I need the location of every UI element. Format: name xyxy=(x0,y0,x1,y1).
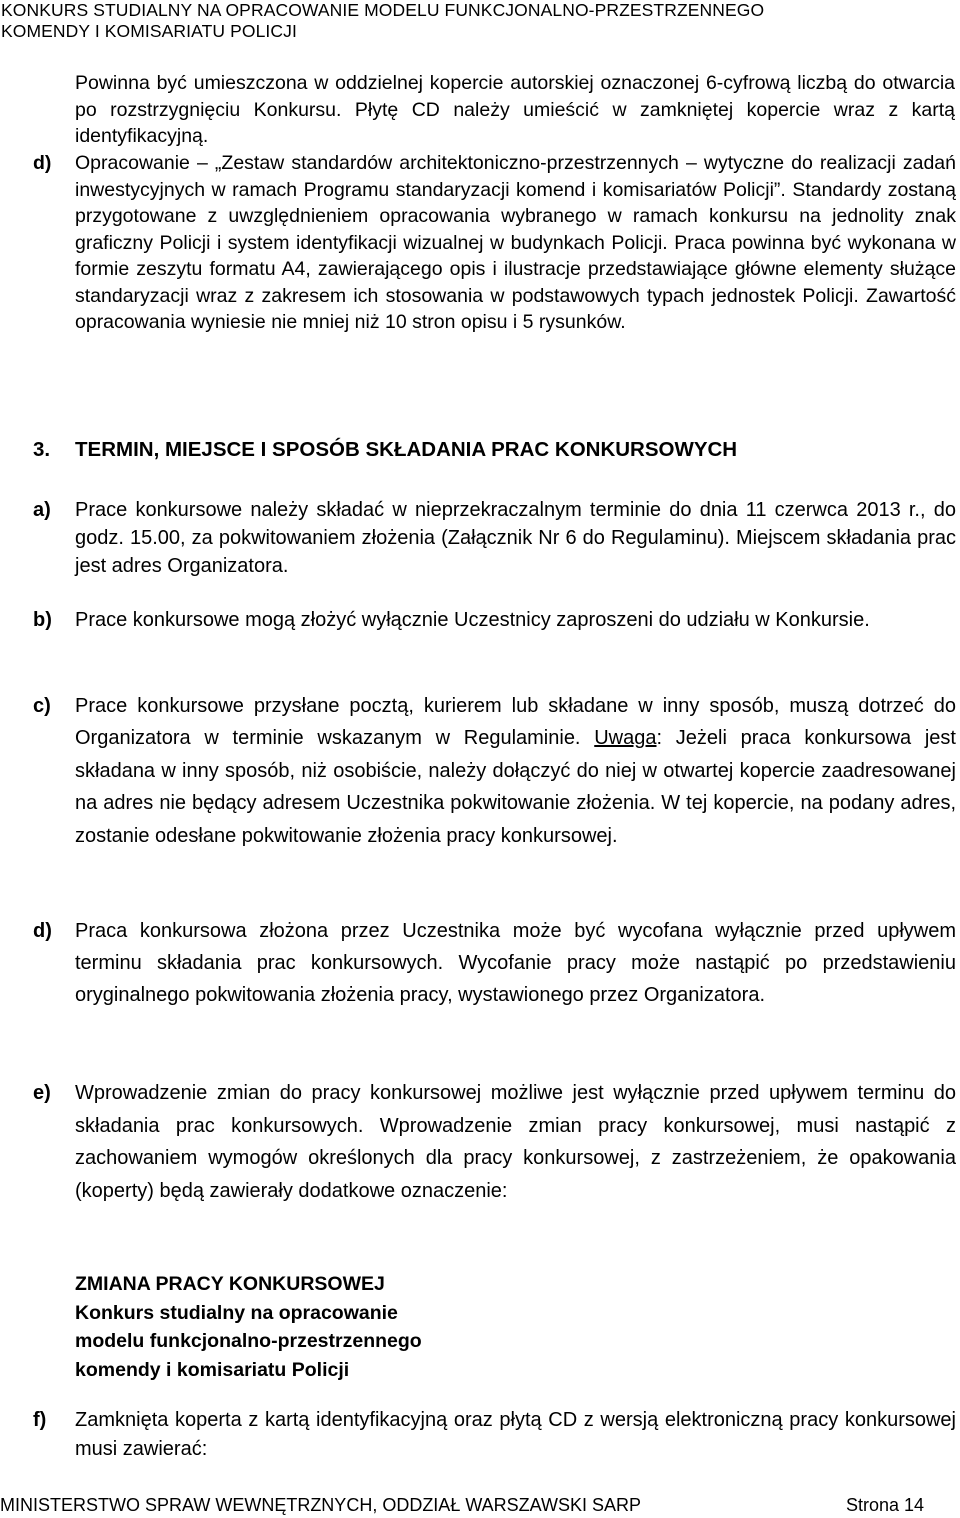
item-label: c) xyxy=(33,695,51,717)
item-text: Prace konkursowe mogą złożyć wyłącznie Uczestnicy zaproszeni do udziału w Konkursie. xyxy=(75,609,870,631)
document-header xyxy=(1,0,956,42)
marking-line-3: modelu funkcjonalno-przestrzennego xyxy=(75,1330,422,1352)
item-text: Prace konkursowe należy składać w nieprzekraczalnym terminie do dnia 11 czerwca 2013 r., do godz. 15.00, za pokwitowaniem złożenia (Załącznik Nr 6 do Regulaminu). Miejscem składania prac jest adres Organizatora. xyxy=(75,499,956,577)
section-number: 3. xyxy=(33,438,51,461)
item-text: Zamknięta koperta z kartą identyfikacyjną oraz płytą CD z wersją elektroniczną pracy konkursowej musi zawierać: xyxy=(75,1409,956,1460)
footer-organization: MINISTERSTWO SPRAW WEWNĘTRZNYCH, ODDZIAŁ WARSZAWSKI SARP xyxy=(0,1495,642,1515)
note-label: Uwaga xyxy=(594,727,657,750)
item-label: a) xyxy=(33,499,51,521)
item-text xyxy=(75,690,956,852)
marking-line-4: komendy i komisariatu Policji xyxy=(75,1358,350,1381)
section-title: TERMIN, MIEJSCE I SPOSÓB SKŁADANIA PRAC KONKURSOWYCH xyxy=(75,438,738,461)
header-line-1: KONKURS STUDIALNY NA OPRACOWANIE MODELU FUNKCJONALNO-PRZESTRZENNEGO xyxy=(1,0,765,20)
envelope-marking xyxy=(75,1270,422,1384)
item-text-part: Prace konkursowe przysłane pocztą, kurierem lub składane w inny sposób, muszą dotrzeć do Organizatora w terminie wskazanym w Regulaminie. xyxy=(75,695,956,750)
header-line-2: KOMENDY I KOMISARIATU POLICJI xyxy=(1,21,297,41)
item-text: Praca konkursowa złożona przez Uczestnika może być wycofana wyłącznie przed upływem terminu składania prac konkursowych. Wycofanie pracy może nastąpić po przedstawieniu oryginalnego pokwitowania złożenia pracy, wystawionego przez Organizatora. xyxy=(75,920,956,1007)
item-text: Wprowadzenie zmian do pracy konkursowej możliwe jest wyłącznie przed upływem terminu do składania prac konkursowych. Wprowadzenie zmian pracy konkursowej, musi nastąpić z zachowaniem wymogów określonych dla pracy konkursowej, z zastrzeżeniem, że opakowania (koperty) będą zawierały dodatkowe oznaczenie: xyxy=(75,1082,956,1202)
item-label: f) xyxy=(33,1409,47,1431)
item-label: d) xyxy=(33,152,52,174)
item-label: b) xyxy=(33,609,52,631)
marking-line-1: ZMIANA PRACY KONKURSOWEJ xyxy=(75,1273,385,1295)
intro-paragraph: Powinna być umieszczona w oddzielnej kopercie autorskiej oznaczonej 6-cyfrową liczbą do otwarcia po rozstrzygnięciu Konkursu. Płytę CD należy umieścić w zamkniętej kopercie wraz z kartą identyfikacyjną. xyxy=(75,72,955,147)
item-label: e) xyxy=(33,1082,51,1104)
page-number: Strona 14 xyxy=(845,1495,924,1515)
item-text: Opracowanie – „Zestaw standardów architektoniczno-przestrzennych – wytyczne do realizacji zadań inwestycyjnych w ramach Programu standaryzacji komend i komisariatów Policji”. Standardy zostaną przygotowane z uwzględnieniem opracowania wybranego w ramach konkursu na jednolity znak graficzny Policji i system identyfikacji wizualnej w budynkach Policji. Praca powinna być wykonana w formie zeszytu formatu A4, zawierającego opis i ilustracje przedstawiające główne elementy służące standaryzacji wraz z zakresem ich stosowania w podstawowych typach jednostek Policji. Zawartość opracowania wyniesie nie mniej niż 10 stron opisu i 5 rysunków. xyxy=(75,152,956,333)
marking-line-2: Konkurs studialny na opracowanie xyxy=(75,1301,398,1324)
item-text-part: : Jeżeli praca konkursowa jest składana w inny sposób, niż osobiście, należy dołączyć do niej w otwartej kopercie zaadresowanej na adres nie będący adresem Uczestnika pokwitowanie złożenia. W tej kopercie, na podany adres, zostanie odesłane pokwitowanie złożenia pracy konkursowej. xyxy=(75,727,956,847)
item-label: d) xyxy=(33,920,52,942)
